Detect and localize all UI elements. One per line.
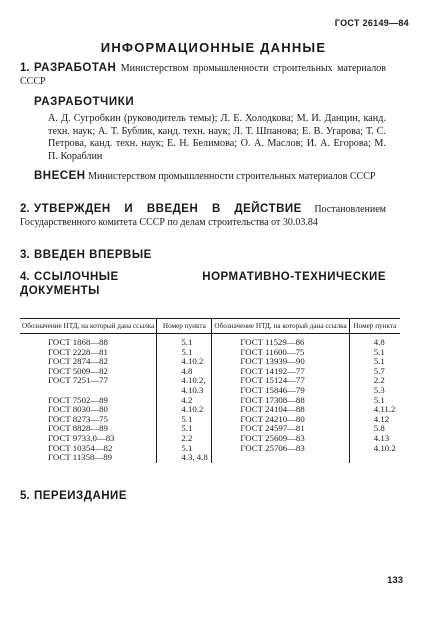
point-cell: 5.1 <box>157 334 212 348</box>
point-cell: 4.11.2 <box>373 404 396 415</box>
point-cell <box>349 453 400 463</box>
section-heading: РАЗРАБОТАН <box>34 62 117 74</box>
section-number: 1. <box>20 62 30 74</box>
section-reissue <box>20 490 127 504</box>
section-number: 4. <box>20 271 30 283</box>
point-cell: 4.2 <box>157 396 212 406</box>
point-cell: 4.8 <box>373 337 385 347</box>
section-heading: УТВЕРЖДЕН И ВВЕДЕН В ДЕЙСТВИЕ <box>34 203 302 215</box>
point-cell: 5.1 <box>373 394 385 405</box>
introduced-heading: ВНЕСЕН <box>34 170 86 182</box>
table-row <box>20 453 400 463</box>
point-cell: 2.2 <box>373 375 385 386</box>
developers-list: А. Д. Сугробкин (руководитель темы); Л. Е. Холодкова; М. И. Данцин, канд. техн. наук; А. Т. Бублик, канд. техн. наук; Л. Т. Шпанова; Е. В. Угарова; Т. С. Петрова, канд. техн. наук; Е. Н. Белимова; О. А. Маслов; И. А. Егорова; М. П. Кораблин <box>48 113 386 162</box>
doc-cell: ГОСТ 7251—77 <box>20 376 157 386</box>
doc-cell: ГОСТ 15124—77 <box>212 376 349 386</box>
doc-cell: ГОСТ 1868—88 <box>20 334 157 348</box>
section-number: 2. <box>20 203 30 215</box>
section-references <box>20 271 386 298</box>
point-cell: 5.1 <box>157 348 212 358</box>
col-header-point: Номер пункта <box>349 319 400 334</box>
developers-heading: РАЗРАБОТЧИКИ <box>34 96 135 108</box>
doc-cell: ГОСТ 24210—80 <box>212 415 349 425</box>
doc-cell: ГОСТ 11529—86 <box>212 334 349 348</box>
col-header-doc: Обозначение НТД, на который дана ссылка <box>212 319 349 334</box>
col-header-point: Номер пункта <box>157 319 212 334</box>
point-cell: 5.1 <box>157 444 212 454</box>
doc-cell: ГОСТ 2874—82 <box>20 357 157 367</box>
section-text: Постановлением Государственного комитета СССР по делам строительства от 30.03.84 <box>20 204 387 228</box>
section-text: Министерством промышленности строительных материалов СССР <box>20 63 386 87</box>
doc-cell: ГОСТ 25609—83 <box>212 434 349 444</box>
section-heading: ПЕРЕИЗДАНИЕ <box>34 490 127 502</box>
standard-header: ГОСТ 26149—84 <box>334 18 409 28</box>
point-cell: 4.10.3 <box>157 386 212 396</box>
table-row <box>20 334 400 348</box>
section-approved <box>20 203 386 229</box>
doc-cell: ГОСТ 8030—80 <box>20 405 157 415</box>
point-cell: 4.12 <box>373 413 390 424</box>
doc-cell: ГОСТ 11358—89 <box>20 453 157 463</box>
doc-cell: ГОСТ 13939—90 <box>212 357 349 367</box>
doc-cell: ГОСТ 24597—81 <box>212 424 349 434</box>
point-cell: 4.10.2 <box>373 442 396 453</box>
doc-cell: ГОСТ 5009—82 <box>20 367 157 377</box>
point-cell: 4.10.2 <box>157 357 212 367</box>
section-first-introduced <box>20 249 152 263</box>
doc-cell: ГОСТ 15846—79 <box>212 386 349 396</box>
doc-cell: ГОСТ 17308—88 <box>212 396 349 406</box>
table-row <box>20 376 400 386</box>
col-header-doc: Обозначение НТД, на который дана ссылка <box>20 319 157 334</box>
doc-cell: ГОСТ 14192—77 <box>212 367 349 377</box>
point-cell: 5.1 <box>373 356 385 367</box>
doc-cell: ГОСТ 25706—83 <box>212 444 349 454</box>
doc-cell: ГОСТ 9733.0—83 <box>20 434 157 444</box>
doc-cell: ГОСТ 8828—89 <box>20 424 157 434</box>
references-table <box>20 318 400 463</box>
point-cell: 4.10.2 <box>157 405 212 415</box>
doc-cell: ГОСТ 10354—82 <box>20 444 157 454</box>
point-cell: 4.13 <box>373 432 390 443</box>
point-cell: 5.3 <box>373 384 385 395</box>
point-cell: 4.10.2, <box>157 376 212 386</box>
doc-cell: ГОСТ 2228—81 <box>20 348 157 358</box>
point-cell: 5.1 <box>157 415 212 425</box>
section-heading: ВВЕДЕН ВПЕРВЫЕ <box>34 249 152 261</box>
introduced-text: Министерством промышленности строительных материалов СССР <box>88 171 376 182</box>
section-heading: ССЫЛОЧНЫЕ НОРМАТИВНО-ТЕХНИЧЕСКИЕ ДОКУМЕНТЫ <box>20 271 386 297</box>
point-cell: 4.3, 4.8 <box>157 453 212 463</box>
table-header-row <box>20 319 400 334</box>
point-cell: 5.7 <box>373 365 385 376</box>
doc-cell: ГОСТ 11600—75 <box>212 348 349 358</box>
doc-cell: ГОСТ 8273—75 <box>20 415 157 425</box>
doc-cell <box>212 453 349 463</box>
point-cell: 5.1 <box>157 424 212 434</box>
doc-cell: ГОСТ 7502—89 <box>20 396 157 406</box>
references-table-body <box>20 334 400 463</box>
page-title: ИНФОРМАЦИОННЫЕ ДАННЫЕ <box>100 40 327 55</box>
page-number: 133 <box>387 575 403 586</box>
point-cell: 2.2 <box>157 434 212 444</box>
point-cell: 5.1 <box>373 346 385 357</box>
doc-cell: ГОСТ 24104—88 <box>212 405 349 415</box>
section-developed <box>20 62 386 88</box>
point-cell: 5.8 <box>373 423 385 434</box>
introduced-by <box>34 170 386 184</box>
point-cell: 4.8 <box>157 367 212 377</box>
section-number: 5. <box>20 490 30 502</box>
section-number: 3. <box>20 249 30 261</box>
